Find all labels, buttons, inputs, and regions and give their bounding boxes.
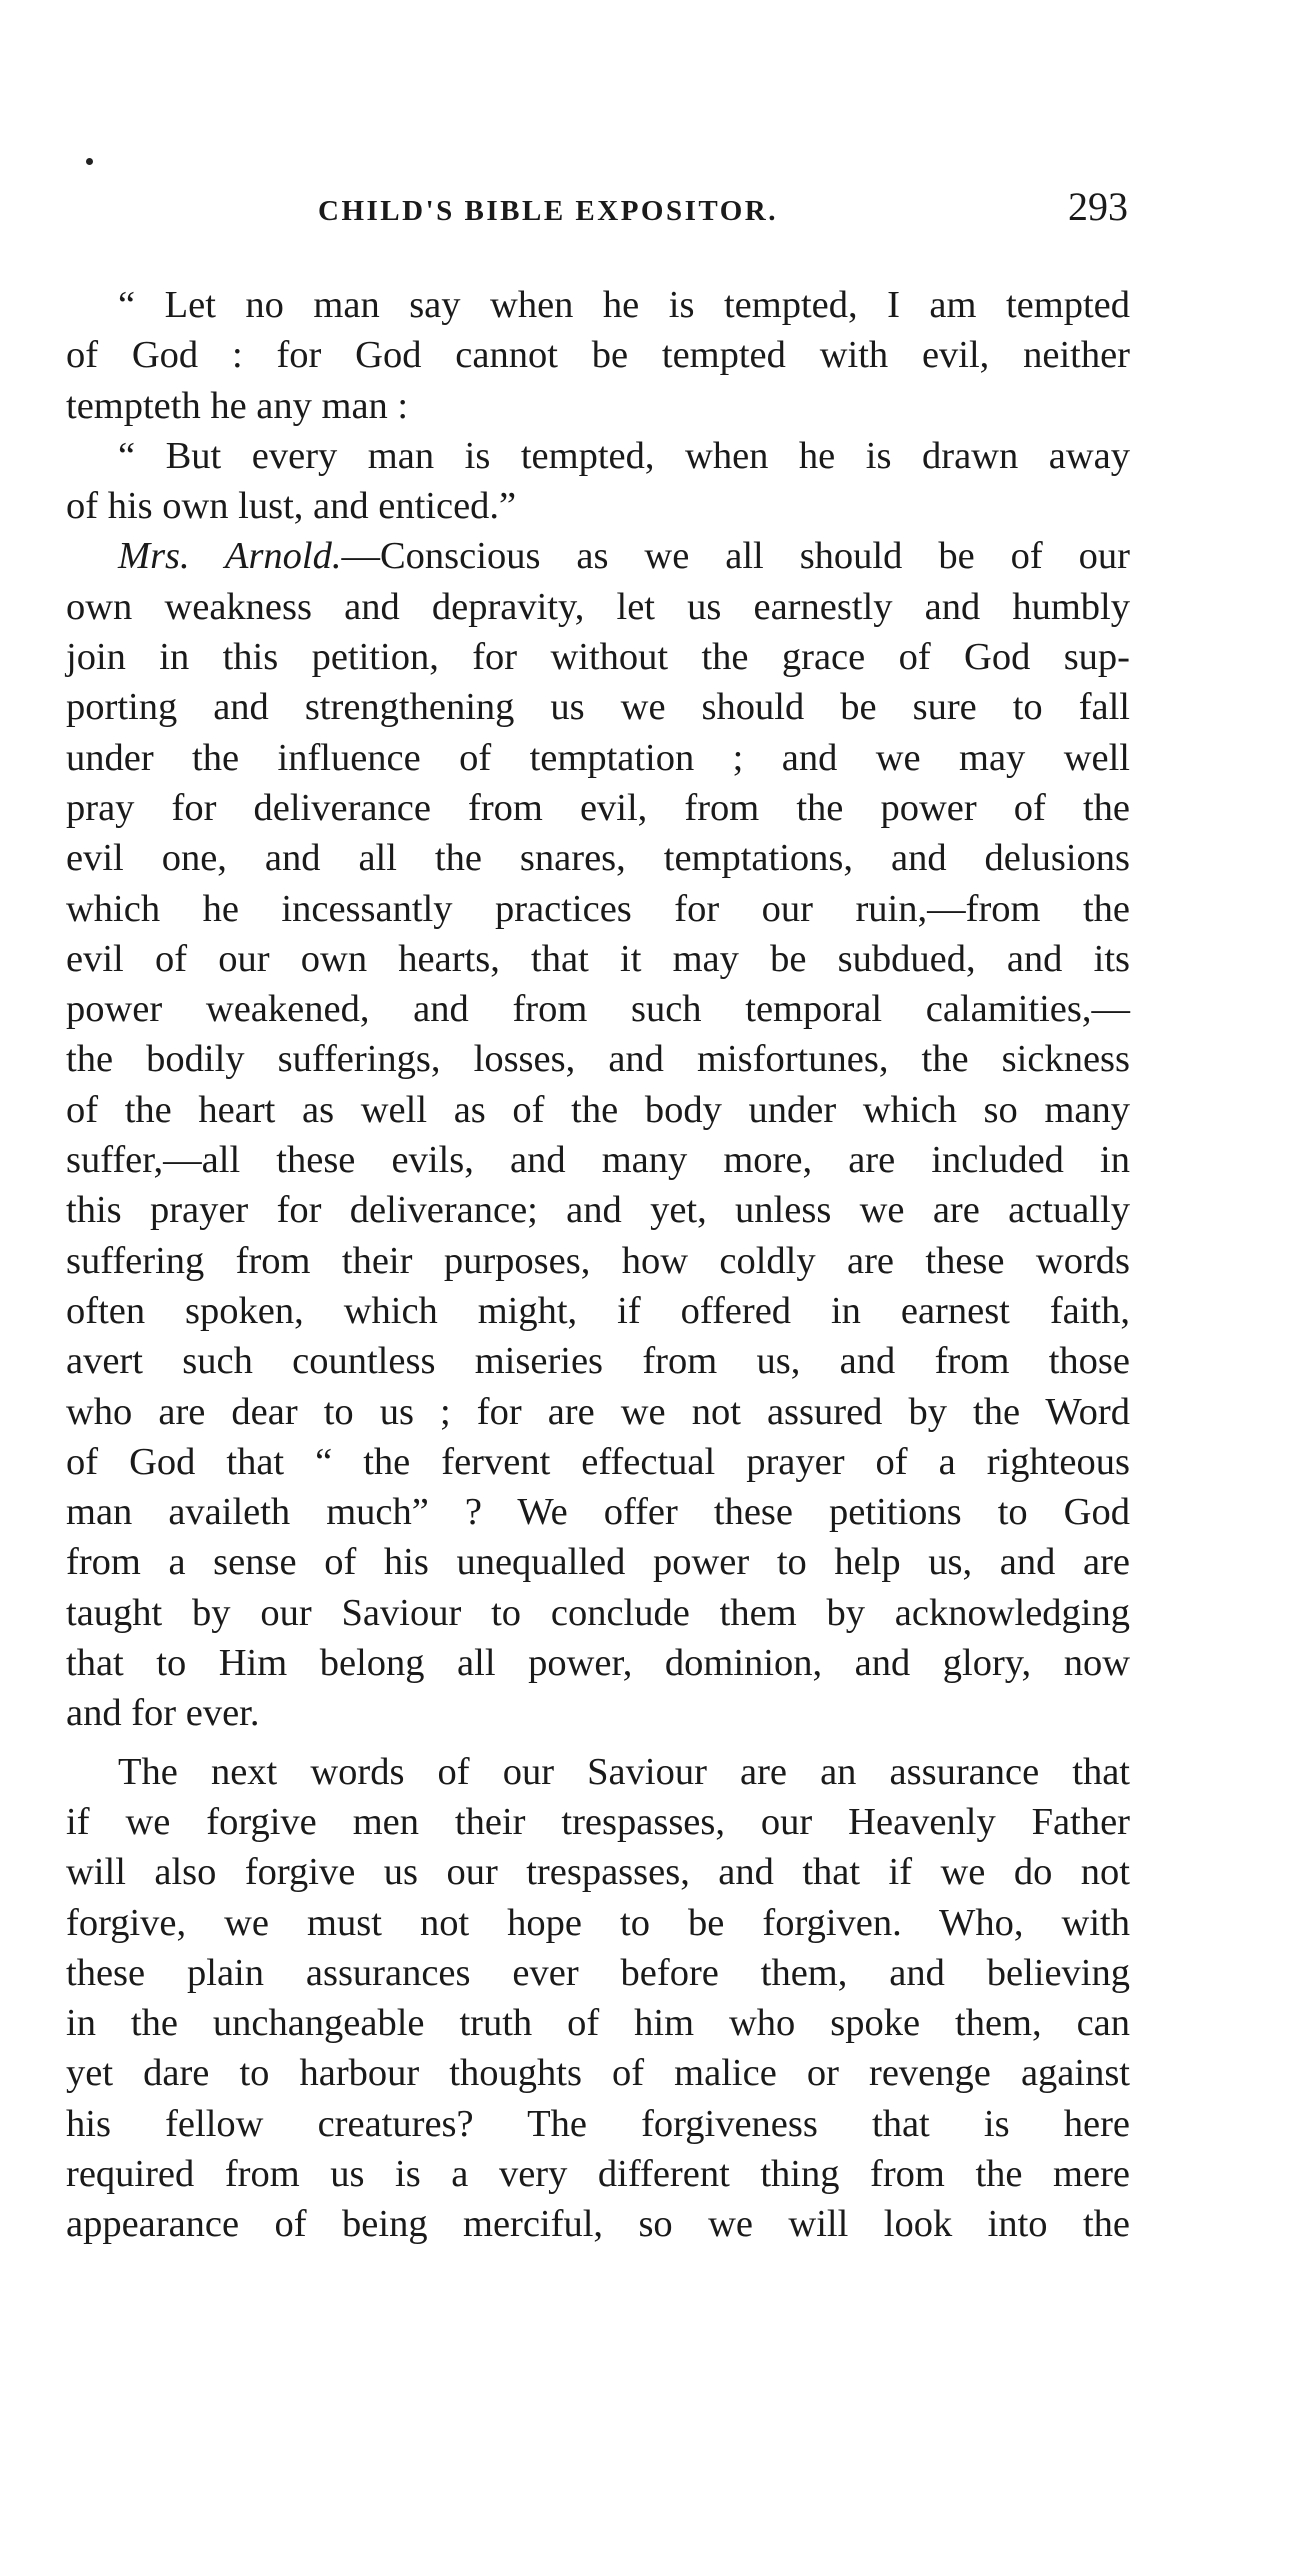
text-line: that to Him belong all power, dominion, and glory, now	[66, 1642, 1130, 1685]
text-line: join in this petition, for without the grace of God sup-	[66, 636, 1130, 679]
paragraph-gap	[66, 1739, 1130, 1747]
text-line: required from us is a very different thing from the mere	[66, 2152, 1130, 2195]
running-title: CHILD'S BIBLE EXPOSITOR.	[318, 195, 778, 227]
text-line: evil one, and all the snares, temptations, and delusions	[66, 837, 1130, 880]
text-line: porting and strengthening us we should be sure to fall	[66, 686, 1130, 729]
text-line: evil of our own hearts, that it may be subdued, and its	[66, 937, 1130, 980]
body-text	[66, 280, 1130, 2250]
text-line: suffer,—all these evils, and many more, are included in	[66, 1139, 1130, 1182]
text-line: will also forgive us our trespasses, and that if we do not	[66, 1851, 1130, 1894]
text-line: forgive, we must not hope to be forgiven. Who, with	[66, 1901, 1130, 1944]
text-line: of God : for God cannot be tempted with evil, neither	[66, 334, 1130, 377]
text-line: the bodily sufferings, losses, and misfortunes, the sickness	[66, 1038, 1130, 1081]
text-line: who are dear to us ; for are we not assured by the Word	[66, 1390, 1130, 1433]
ink-dot-mark	[86, 158, 93, 165]
text-line: yet dare to harbour thoughts of malice or revenge against	[66, 2052, 1130, 2095]
text-line: man availeth much” ? We offer these petitions to God	[66, 1491, 1130, 1534]
page-number: 293	[1068, 184, 1128, 229]
text-line: tempteth he any man :	[66, 384, 409, 427]
text-line: of his own lust, and enticed.”	[66, 485, 517, 528]
text-line: taught by our Saviour to conclude them by acknowledging	[66, 1591, 1130, 1634]
text-fragment: —Conscious as we all should be of our	[341, 535, 1130, 578]
text-line: of the heart as well as of the body under which so many	[66, 1088, 1130, 1131]
text-line: “ Let no man say when he is tempted, I am tempted	[118, 284, 1130, 326]
text-line: under the influence of temptation ; and we may well	[66, 736, 1130, 779]
text-line: of God that “ the fervent effectual prayer of a righteous	[66, 1440, 1130, 1483]
text-line: suffering from their purposes, how coldly are these words	[66, 1239, 1130, 1282]
text-line: power weakened, and from such temporal calamities,—	[66, 988, 1130, 1031]
text-line: and for ever.	[66, 1692, 260, 1735]
text-line: often spoken, which might, if offered in earnest faith,	[66, 1289, 1130, 1332]
text-line: avert such countless miseries from us, and from those	[66, 1340, 1130, 1383]
text-line: from a sense of his unequalled power to help us, and are	[66, 1541, 1130, 1584]
text-line: The next words of our Saviour are an assurance that	[118, 1750, 1130, 1793]
text-line	[66, 531, 1130, 581]
text-line: in the unchangeable truth of him who spoke them, can	[66, 2002, 1130, 2045]
text-line: pray for deliverance from evil, from the power of the	[66, 786, 1130, 829]
text-line: own weakness and depravity, let us earnestly and humbly	[66, 585, 1130, 628]
running-head	[68, 186, 1128, 236]
text-line: his fellow creatures? The forgiveness that is here	[66, 2102, 1130, 2145]
text-line: this prayer for deliverance; and yet, unless we are actually	[66, 1189, 1130, 1232]
speaker-name: Mrs. Arnold.	[118, 535, 342, 578]
text-line: which he incessantly practices for our ruin,—from the	[66, 887, 1130, 930]
text-line: appearance of being merciful, so we will look into the	[66, 2203, 1130, 2246]
text-line: “ But every man is tempted, when he is drawn away	[118, 434, 1130, 477]
text-line: these plain assurances ever before them, and believing	[66, 1951, 1130, 1994]
text-line: if we forgive men their trespasses, our Heavenly Father	[66, 1800, 1130, 1843]
